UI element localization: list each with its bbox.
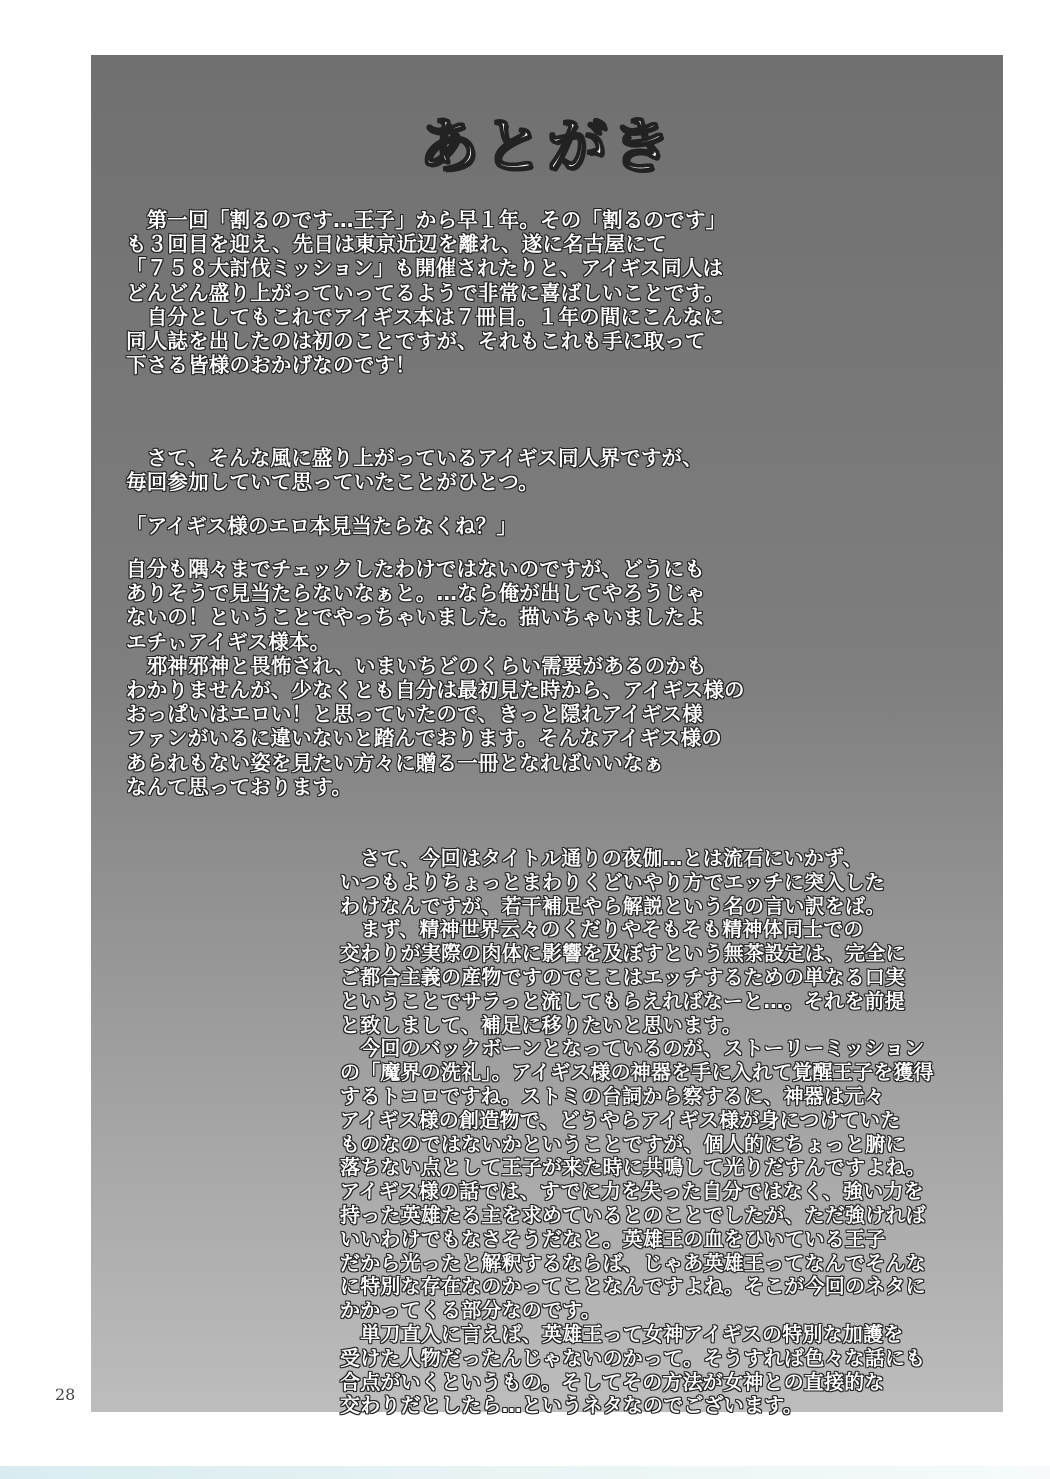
text-line: さて、そんな風に盛り上がっているアイギス同人界ですが、 bbox=[126, 446, 703, 470]
quote-line bbox=[126, 514, 517, 538]
text-line: 自分としてもこれでアイギス本は７冊目。１年の間にこんなに bbox=[126, 304, 725, 329]
text-line: まず、精神世界云々のくだりやそもそも精神体同士での bbox=[340, 917, 864, 942]
text-line: ファンがいるに違いないと踏んでおります。そんなアイギス様の bbox=[126, 726, 722, 751]
text-line: も３回目を迎え、先日は東京近辺を離れ、遂に名古屋にて bbox=[126, 232, 667, 257]
text-line: に特別な存在なのかってことなんですよね。そこが今回のネタに bbox=[340, 1274, 926, 1299]
text-line: あられもない姿を見たい方々に贈る一冊となればいいなぁ bbox=[126, 750, 665, 775]
text-line: さて、今回はタイトル通りの夜伽…とは流石にいかず、 bbox=[340, 846, 863, 870]
text-line: どんどん盛り上がっていってるようで非常に喜ばしいことです。 bbox=[126, 280, 725, 305]
text-line: 下さる皆様のおかげなのです！ bbox=[126, 353, 416, 378]
paragraph-explanation bbox=[340, 847, 934, 1418]
text-line: ありそうで見当たらないなぁと。…なら俺が出してやろうじゃ bbox=[126, 581, 706, 606]
text-line: 「アイギス様のエロ本見当たらなくね？」 bbox=[126, 514, 518, 538]
text-line: の「魔界の洗礼」。アイギス様の神器を手に入れて覚醒王子を獲得 bbox=[340, 1060, 934, 1085]
paragraph-intro bbox=[126, 208, 726, 377]
text-line: いいわけでもなさそうだなと。英雄王の血をひいている王子 bbox=[340, 1226, 886, 1251]
text-line: 単刀直入に言えば、英雄王って女神アイギスの特別な加護を bbox=[340, 1321, 904, 1346]
text-line: わけなんですが、若干補足やら解説という名の言い訳をば。 bbox=[340, 893, 886, 918]
text-line: 第一回「割るのです…王子」から早１年。その「割るのです」 bbox=[126, 208, 727, 232]
text-line: なんて思っております。 bbox=[126, 774, 353, 799]
text-line: 受けた人物だったんじゃないのかって。そうすれば色々な話にも bbox=[340, 1345, 926, 1370]
text-line: ないの！ということでやっちゃいました。描いちゃいましたよ bbox=[126, 605, 706, 630]
text-line: ということでサラっと流してもらえればなーと…。それを前提 bbox=[340, 988, 905, 1013]
text-line: アイギス様の創造物で、どうやらアイギス様が身につけていた bbox=[340, 1107, 901, 1132]
text-line: 毎回参加していて思っていたことがひとつ。 bbox=[126, 470, 539, 495]
text-line: 同人誌を出したのは初のことですが、それもこれも手に取って bbox=[126, 328, 706, 353]
afterword-panel bbox=[91, 55, 1003, 1418]
text-line: おっぱいはエロい！と思っていたので、きっと隠れアイギス様 bbox=[126, 702, 703, 727]
text-line: わかりませんが、少なくとも自分は最初見た時から、アイギス様の bbox=[126, 677, 745, 702]
bottom-edge-strip bbox=[0, 1466, 1050, 1479]
page-number: 28 bbox=[55, 1385, 76, 1404]
text-line: ものなのではないかということですが、個人的にちょっと腑に bbox=[340, 1131, 906, 1156]
text-line: するトコロですね。ストミの台詞から察するに、神器は元々 bbox=[340, 1083, 885, 1108]
text-line: 持った英雄たる主を求めているとのことでしたが、ただ強ければ bbox=[340, 1202, 926, 1227]
text-line: 合点がいくというもの。そしてその方法が女神との直接的な bbox=[340, 1369, 885, 1394]
paragraph-event bbox=[126, 446, 703, 494]
text-line: 交わりだとしたら…というネタなのでございます。 bbox=[340, 1393, 803, 1418]
paragraph-motivation bbox=[126, 557, 745, 799]
text-line: 今回のバックボーンとなっているのが、ストーリーミッション bbox=[340, 1036, 925, 1061]
text-line: ご都合主義の産物ですのでここはエッチするための単なる口実 bbox=[340, 964, 906, 989]
text-line: 「７５８大討伐ミッション」も開催されたりと、アイギス同人は bbox=[126, 256, 724, 281]
text-line: かかってくる部分なのです。 bbox=[340, 1298, 601, 1323]
text-line: アイギス様の話では、すでに力を失った自分ではなく、強い力を bbox=[340, 1179, 924, 1204]
text-line: 邪神邪神と畏怖され、いまいちどのくらい需要があるのかも bbox=[126, 653, 707, 678]
text-line: 自分も隅々までチェックしたわけではないのですが、どうにも bbox=[126, 557, 705, 581]
text-line: 落ちない点として王子が来た時に共鳴して光りだすんですよね。 bbox=[340, 1155, 926, 1180]
text-line: 交わりが実際の肉体に影響を及ぼすという無茶設定は、完全に bbox=[340, 941, 906, 966]
text-line: と致しまして、補足に移りたいと思います。 bbox=[340, 1012, 742, 1037]
page-title: あとがき bbox=[419, 112, 675, 182]
text-line: だから光ったと解釈するならば、じゃあ英雄王ってなんでそんな bbox=[340, 1250, 926, 1275]
text-line: エチぃアイギス様本。 bbox=[126, 629, 331, 654]
text-line: いつもよりちょっとまわりくどいやり方でエッチに突入した bbox=[340, 869, 885, 894]
